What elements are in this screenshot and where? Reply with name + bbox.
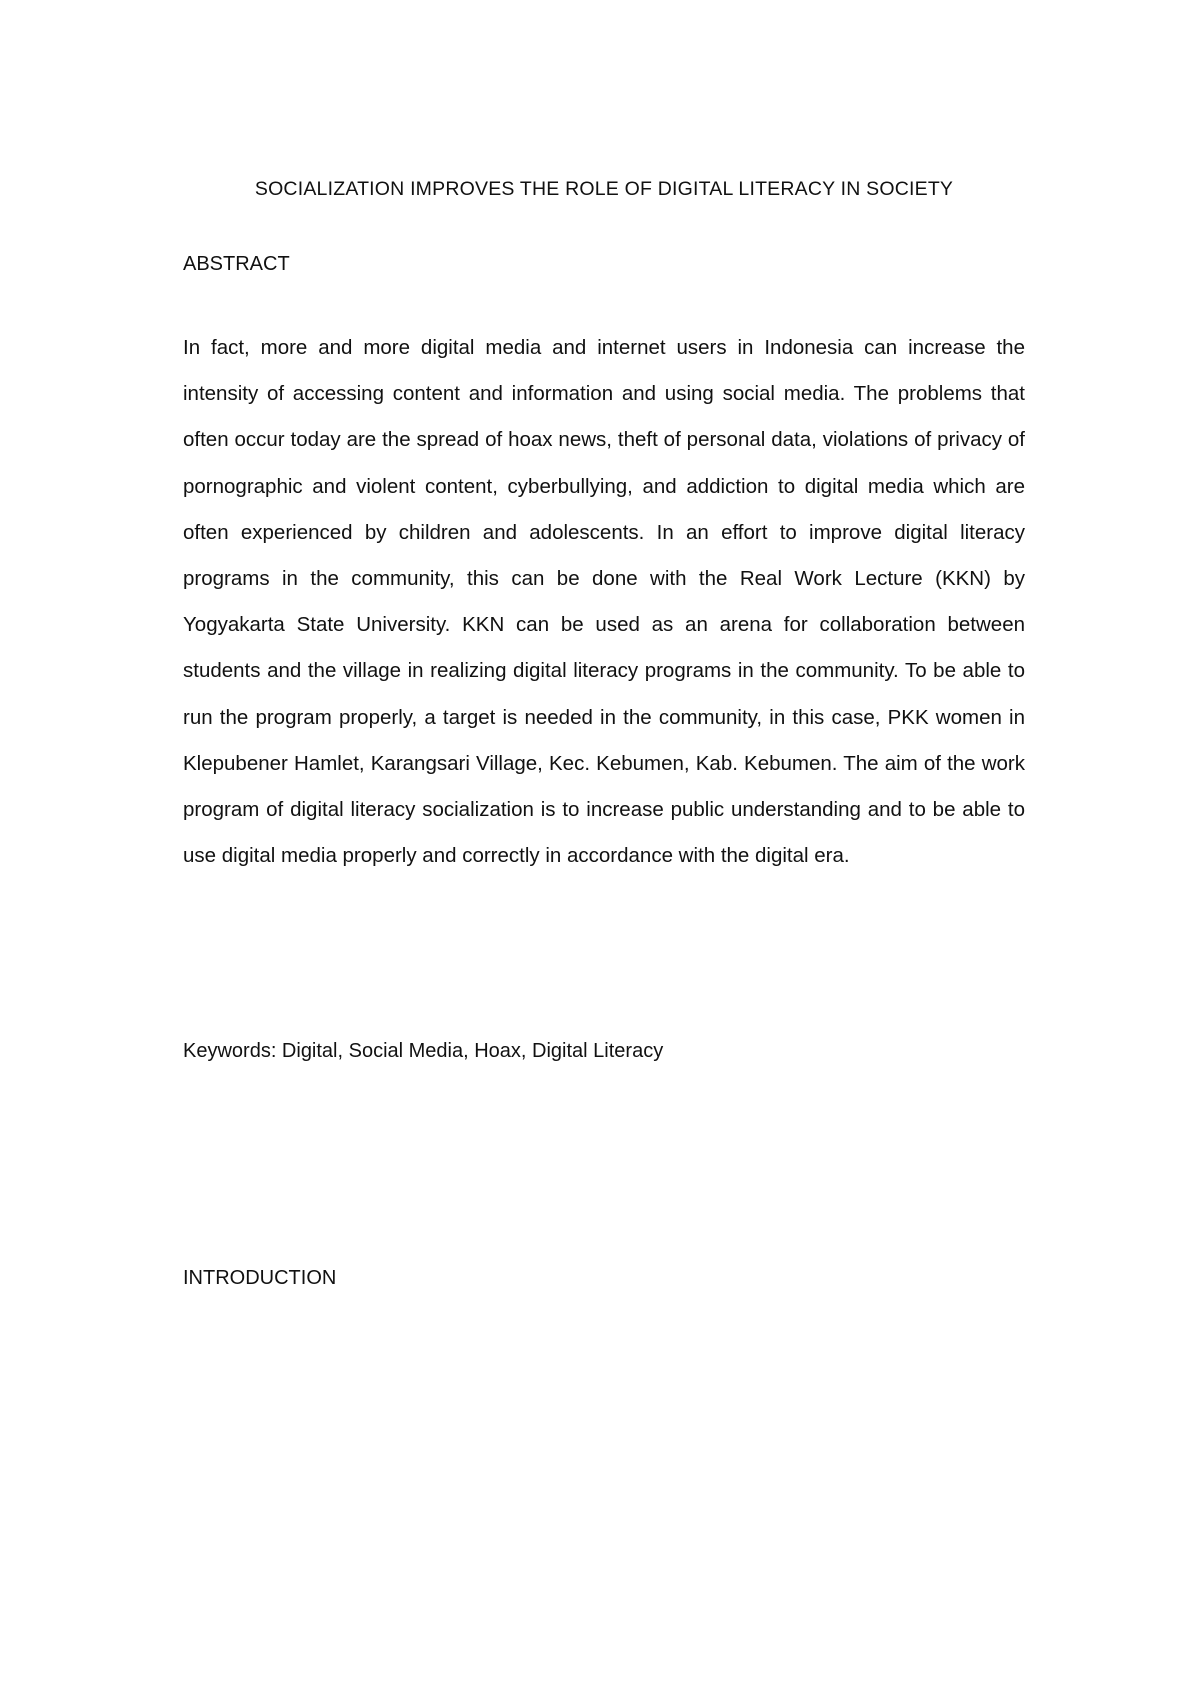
paper-title: SOCIALIZATION IMPROVES THE ROLE OF DIGITAL LITERACY IN SOCIETY bbox=[254, 178, 954, 200]
abstract-heading: ABSTRACT bbox=[183, 253, 290, 275]
introduction-heading: INTRODUCTION bbox=[183, 1267, 337, 1289]
abstract-paragraph: In fact, more and more digital media and internet users in Indonesia can increase the intensity of accessing content and information and using social media. The problems that often occur today are the spread of hoax news, theft of personal data, violations of privacy of pornographic and violent content, cyberbullying, and addiction to digital media which are often experienced by children and adolescents. In an effort to improve digital literacy programs in the community, this can be done with the Real Work Lecture (KKN) by Yogyakarta State University. KKN can be used as an arena for collaboration between students and the village in realizing digital literacy programs in the community. To be able to run the program properly, a target is needed in the community, in this case, PKK women in Klepubener Hamlet, Karangsari Village, Kec. Kebumen, Kab. Kebumen. The aim of the work program of digital literacy socialization is to increase public understanding and to be able to use digital media properly and correctly in accordance with the digital era. bbox=[183, 336, 1025, 868]
keywords-line: Keywords: Digital, Social Media, Hoax, Digital Literacy bbox=[183, 1040, 664, 1062]
